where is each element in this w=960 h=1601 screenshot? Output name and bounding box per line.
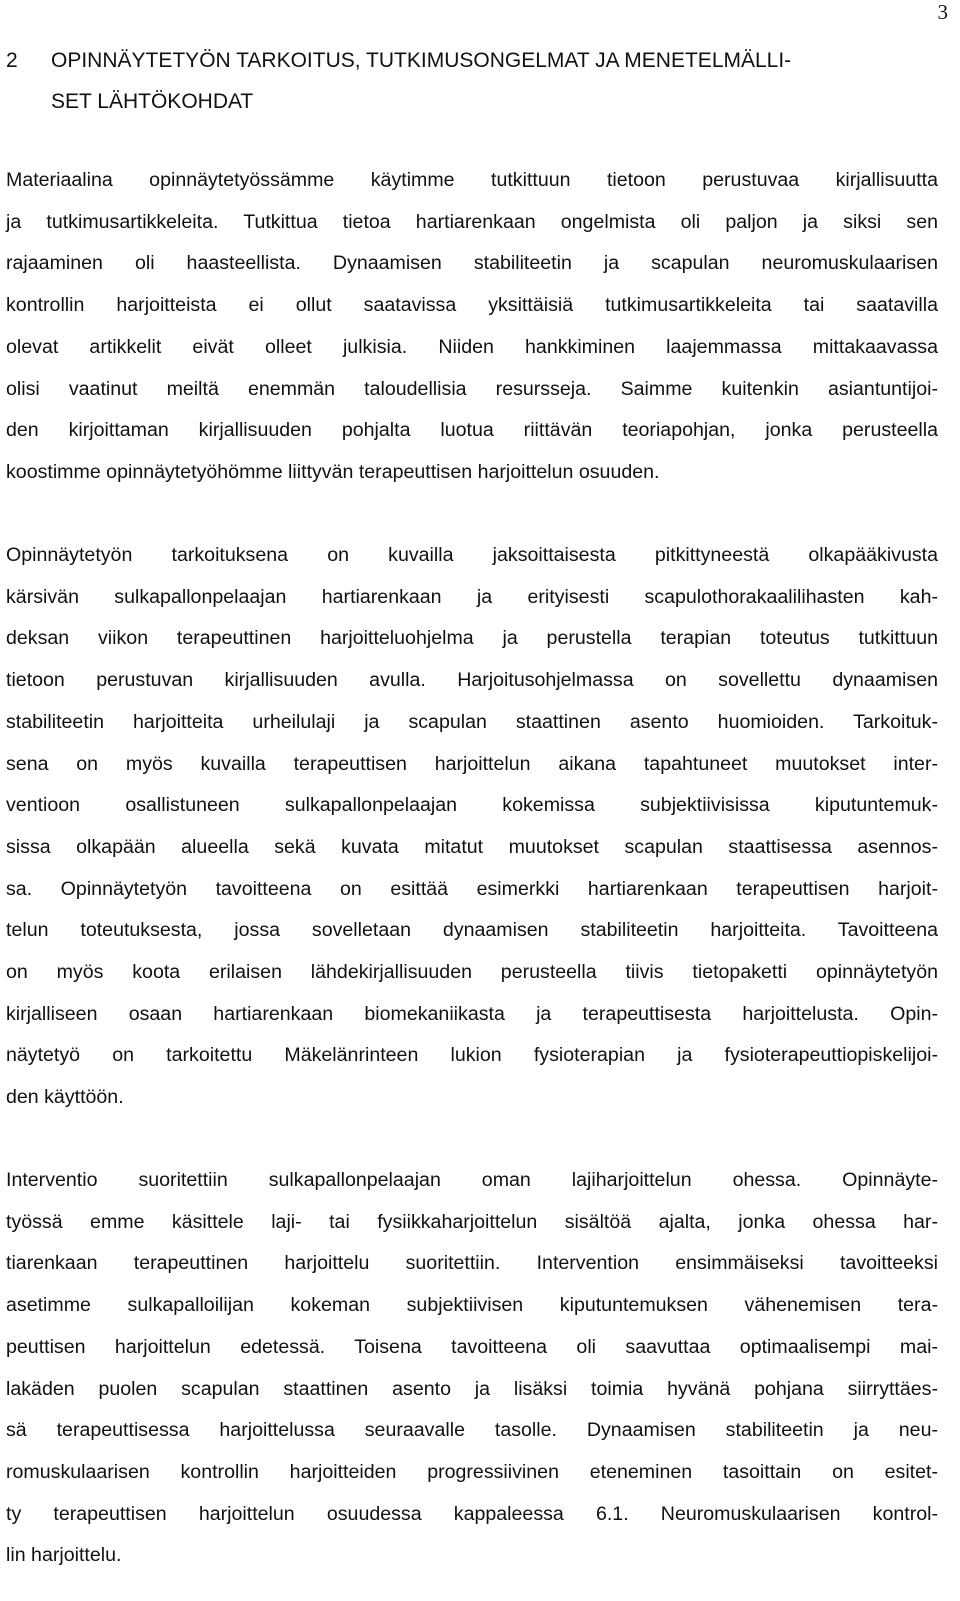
text-line: Materiaalina opinnäytetyössämme käytimme tutkittuun tietoon perustuvaa kirjallisuutta bbox=[6, 169, 938, 191]
section-number: 2 bbox=[6, 49, 18, 72]
text-line: sissa olkapään alueella sekä kuvata mitatut muutokset scapulan staattisessa asennos- bbox=[6, 835, 938, 858]
text-line: Opinnäytetyön tarkoituksena on kuvailla jaksoittaisesta pitkittyneestä olkapääkivusta bbox=[6, 544, 938, 566]
section-heading bbox=[6, 40, 946, 122]
text-line: ty terapeuttisen harjoittelun osuudessa kappaleessa 6.1. Neuromuskulaarisen kontrol- bbox=[6, 1502, 938, 1525]
text-line: työssä emme käsittele laji- tai fysiikkaharjoittelun sisältöä ajalta, jonka ohessa har- bbox=[6, 1210, 938, 1233]
text-line: koostimme opinnäytetyöhömme liittyvän terapeuttisen harjoittelun osuuden. bbox=[6, 460, 660, 483]
text-line: telun toteutuksesta, jossa sovelletaan dynaamisen stabiliteetin harjoitteita. Tavoitteena bbox=[6, 919, 938, 942]
text-line: ventioon osallistuneen sulkapallonpelaajan kokemissa subjektiivisissa kiputuntemuk- bbox=[6, 794, 938, 817]
text-line: näytetyö on tarkoitettu Mäkelänrinteen lukion fysioterapian ja fysioterapeuttiopiskelijoi- bbox=[6, 1044, 938, 1067]
section-title-line: OPINNÄYTETYÖN TARKOITUS, TUTKIMUSONGELMAT JA MENETELMÄLLI- bbox=[51, 49, 792, 72]
text-line: peuttisen harjoittelun edetessä. Toisena tavoitteena oli saavuttaa optimaalisempi mai- bbox=[6, 1335, 938, 1358]
paragraph-intervention bbox=[6, 1160, 938, 1577]
section-title bbox=[51, 40, 946, 122]
text-line: sena on myös kuvailla terapeuttisen harjoittelun aikana tapahtuneet muutokset inter- bbox=[6, 752, 938, 775]
text-line: tiarenkaan terapeuttinen harjoittelu suoritettiin. Intervention ensimmäiseksi tavoitteeksi bbox=[6, 1252, 938, 1275]
paragraph-materials bbox=[6, 160, 938, 494]
text-line: Interventio suoritettiin sulkapallonpelaajan oman lajiharjoittelun ohessa. Opinnäyte- bbox=[6, 1169, 938, 1191]
text-line: kirjalliseen osaan hartiarenkaan biomekaniikasta ja terapeuttisesta harjoittelusta. Opin- bbox=[6, 1002, 938, 1025]
text-line: stabiliteetin harjoitteita urheilulaji ja scapulan staattinen asento huomioiden. Tarkoituk- bbox=[6, 710, 938, 733]
paragraph-purpose bbox=[6, 535, 938, 1119]
text-line: asetimme sulkapalloilijan kokeman subjektiivisen kiputuntemuksen vähenemisen tera- bbox=[6, 1294, 938, 1317]
text-line: sa. Opinnäytetyön tavoitteena on esittää esimerkki hartiarenkaan terapeuttisen harjoit- bbox=[6, 877, 938, 900]
text-line: tietoon perustuvan kirjallisuuden avulla. Harjoitusohjelmassa on sovellettu dynaamisen bbox=[6, 669, 938, 692]
text-line: ja tutkimusartikkeleita. Tutkittua tietoa hartiarenkaan ongelmista oli paljon ja siksi sen bbox=[6, 210, 938, 233]
text-line: on myös koota erilaisen lähdekirjallisuuden perusteella tiivis tietopaketti opinnäytetyön bbox=[6, 961, 938, 984]
text-line: deksan viikon terapeuttinen harjoitteluohjelma ja perustella terapian toteutus tutkittuun bbox=[6, 627, 938, 650]
text-line: kärsivän sulkapallonpelaajan hartiarenkaan ja erityisesti scapulothorakaalilihasten kah- bbox=[6, 585, 938, 608]
page-number: 3 bbox=[937, 0, 948, 24]
text-line: kontrollin harjoitteista ei ollut saatavissa yksittäisiä tutkimusartikkeleita tai saatavilla bbox=[6, 294, 938, 317]
text-line: rajaaminen oli haasteellista. Dynaamisen stabiliteetin ja scapulan neuromuskulaarisen bbox=[6, 252, 938, 275]
text-line: olevat artikkelit eivät olleet julkisia. Niiden hankkiminen laajemmassa mittakaavassa bbox=[6, 335, 938, 358]
text-line: lakäden puolen scapulan staattinen asento ja lisäksi toimia hyvänä pohjana siirryttäes- bbox=[6, 1377, 938, 1400]
text-line: den käyttöön. bbox=[6, 1086, 124, 1109]
text-line: lin harjoittelu. bbox=[6, 1544, 122, 1567]
text-line: sä terapeuttisessa harjoittelussa seuraavalle tasolle. Dynaamisen stabiliteetin ja neu- bbox=[6, 1419, 938, 1442]
text-line: den kirjoittaman kirjallisuuden pohjalta luotua riittävän teoriapohjan, jonka perusteella bbox=[6, 419, 938, 442]
section-title-line: SET LÄHTÖKOHDAT bbox=[51, 90, 254, 113]
text-line: olisi vaatinut meiltä enemmän taloudellisia resursseja. Saimme kuitenkin asiantuntijoi- bbox=[6, 377, 938, 400]
text-line: romuskulaarisen kontrollin harjoitteiden progressiivinen eteneminen tasoittain on esitet- bbox=[6, 1460, 938, 1483]
